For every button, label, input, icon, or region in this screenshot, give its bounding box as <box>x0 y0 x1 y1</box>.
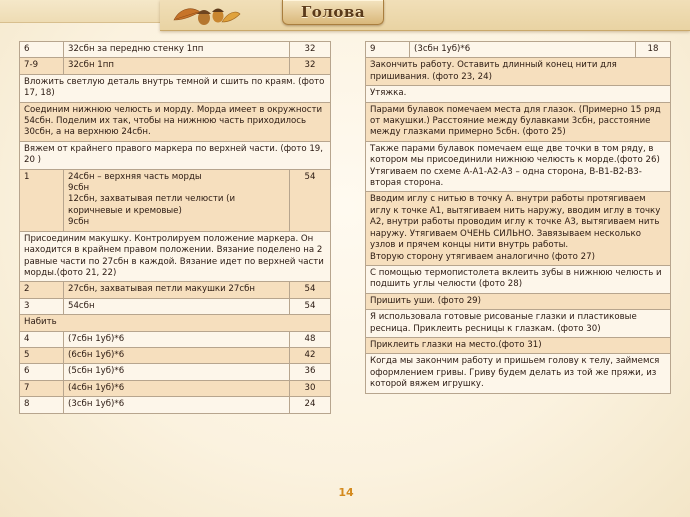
note-cell: Когда мы закончим работу и пришьем голову к телу, займемся оформлением гривы. Гриву будем делать из той же пряжи, из которой вяжем игрушку. <box>366 354 671 393</box>
table-row <box>366 141 671 192</box>
acorn-icon <box>197 9 224 26</box>
stitch-count: 18 <box>636 42 671 58</box>
table-row <box>366 354 671 393</box>
left-instructions-table <box>19 41 331 414</box>
note-cell: С помощью термопистолета вклеить зубы в нижнюю челюсть и подшить углы челюсти (фото 28) <box>366 265 671 293</box>
stitch-count: 32 <box>290 42 331 58</box>
table-row <box>366 265 671 293</box>
row-number: 6 <box>20 42 64 58</box>
row-number: 7 <box>20 380 64 396</box>
table-row <box>20 331 331 347</box>
note-cell: Приклеить глазки на место.(фото 31) <box>366 337 671 353</box>
note-cell: Набить <box>20 315 331 331</box>
note-line: Также парами булавок помечаем еще две точки в том ряду, в котором мы присоединили нижнюю челюсть к морде.(фото 26) <box>370 143 660 166</box>
row-instruction <box>64 169 290 231</box>
table-row <box>366 293 671 309</box>
stitch-count: 36 <box>290 364 331 380</box>
title-plate <box>282 0 384 25</box>
table-row <box>20 169 331 231</box>
instruction-line: 9сбн <box>68 217 90 228</box>
row-instruction: (3сбн 1уб)*6 <box>64 397 290 413</box>
row-number: 5 <box>20 347 64 363</box>
table-row <box>20 380 331 396</box>
note-line: Утягиваем по схеме А-А1-А2-А3 – одна сторона, В-В1-В2-В3-вторая сторона. <box>370 166 642 189</box>
row-instruction: (7сбн 1уб)*6 <box>64 331 290 347</box>
row-number: 4 <box>20 331 64 347</box>
stitch-count: 32 <box>290 58 331 74</box>
note-cell: Закончить работу. Оставить длинный конец нити для пришивания. (фото 23, 24) <box>366 58 671 86</box>
table-row <box>366 58 671 86</box>
page-title: Голова <box>300 3 366 21</box>
table-row <box>20 58 331 74</box>
leaf-icon <box>174 9 200 20</box>
row-number: 3 <box>20 298 64 314</box>
note-cell: Соединим нижнюю челюсть и морду. Морда имеет в окружности 54сбн. Поделим их так, чтобы на нижнюю часть приходилось 30сбн, а на верхнюю 24сбн. <box>20 102 331 141</box>
table-row <box>20 397 331 413</box>
note-cell: Вяжем от крайнего правого маркера по верхней части. (фото 19, 20 ) <box>20 141 331 169</box>
stitch-count: 54 <box>290 169 331 231</box>
table-row <box>366 102 671 141</box>
stitch-count: 24 <box>290 397 331 413</box>
table-row <box>20 315 331 331</box>
table-row <box>20 364 331 380</box>
row-instruction: (6сбн 1уб)*6 <box>64 347 290 363</box>
table-row <box>20 298 331 314</box>
stitch-count: 30 <box>290 380 331 396</box>
row-number: 7-9 <box>20 58 64 74</box>
table-row <box>20 231 331 282</box>
note-cell <box>366 192 671 265</box>
row-number: 8 <box>20 397 64 413</box>
row-number: 9 <box>366 42 410 58</box>
leaf-icon <box>222 12 240 22</box>
note-cell: Вложить светлую деталь внутрь темной и сшить по краям. (фото 17, 18) <box>20 74 331 102</box>
acorn-decoration-icon <box>170 0 242 28</box>
note-cell: Пришить уши. (фото 29) <box>366 293 671 309</box>
instruction-line: 12сбн, захватывая петли челюсти (и коричневые и кремовые) <box>68 194 236 216</box>
row-number: 1 <box>20 169 64 231</box>
table-row <box>20 102 331 141</box>
table-row <box>20 42 331 58</box>
table-row <box>20 141 331 169</box>
note-line: Вводим иглу с нитью в точку А. внутри работы протягиваем иглу к точке А1, вытягиваем нить наружу, вводим иглу в точку А2, внутри работы проводим иглу к точке А3, вытягиваем нить наружу. Утягиваем ОЧЕНЬ СИЛЬНО. Завязываем несколько узлов и прячем концы нити внутрь работы. <box>370 194 661 251</box>
table-row <box>366 42 671 58</box>
table-row <box>20 282 331 298</box>
header-band-left <box>0 0 160 23</box>
row-instruction: 32сбн 1пп <box>64 58 290 74</box>
stitch-count: 54 <box>290 298 331 314</box>
right-instructions-table <box>365 41 671 394</box>
stitch-count: 42 <box>290 347 331 363</box>
row-instruction: 32сбн за передню стенку 1пп <box>64 42 290 58</box>
row-instruction: (3сбн 1уб)*6 <box>410 42 636 58</box>
row-number: 6 <box>20 364 64 380</box>
stitch-count: 54 <box>290 282 331 298</box>
table-row <box>20 347 331 363</box>
table-row <box>20 74 331 102</box>
note-cell: Парами булавок помечаем места для глазок. (Примерно 15 ряд от макушки.) Расстояние между булавками 3сбн, расстояние между глазками примерно 5сбн. (фото 25) <box>366 102 671 141</box>
instruction-line: 24сбн – верхняя часть морды <box>68 171 202 182</box>
note-cell <box>366 141 671 192</box>
instruction-line: 9сбн <box>68 183 90 194</box>
row-instruction: 54сбн <box>64 298 290 314</box>
page-number: 14 <box>338 486 354 499</box>
note-line: Вторую сторону утягиваем аналогично (фото 27) <box>370 251 595 262</box>
note-cell: Я использовала готовые рисованые глазки и пластиковые ресница. Приклеить ресницы к глазкам. (фото 30) <box>366 310 671 338</box>
note-cell: Присоединим макушку. Контролируем положение маркера. Он находится в крайнем правом положении. Вязание поделено на 2 равные части по 27сбн в каждой. Вязание идет по верхней части морды.(фото 21, 22) <box>20 231 331 282</box>
row-instruction: 27сбн, захватывая петли макушки 27сбн <box>64 282 290 298</box>
table-row <box>366 86 671 102</box>
note-cell: Утяжка. <box>366 86 671 102</box>
table-row <box>366 310 671 338</box>
row-number: 2 <box>20 282 64 298</box>
table-row <box>366 192 671 265</box>
row-instruction: (5сбн 1уб)*6 <box>64 364 290 380</box>
table-row <box>366 337 671 353</box>
row-instruction: (4сбн 1уб)*6 <box>64 380 290 396</box>
stitch-count: 48 <box>290 331 331 347</box>
